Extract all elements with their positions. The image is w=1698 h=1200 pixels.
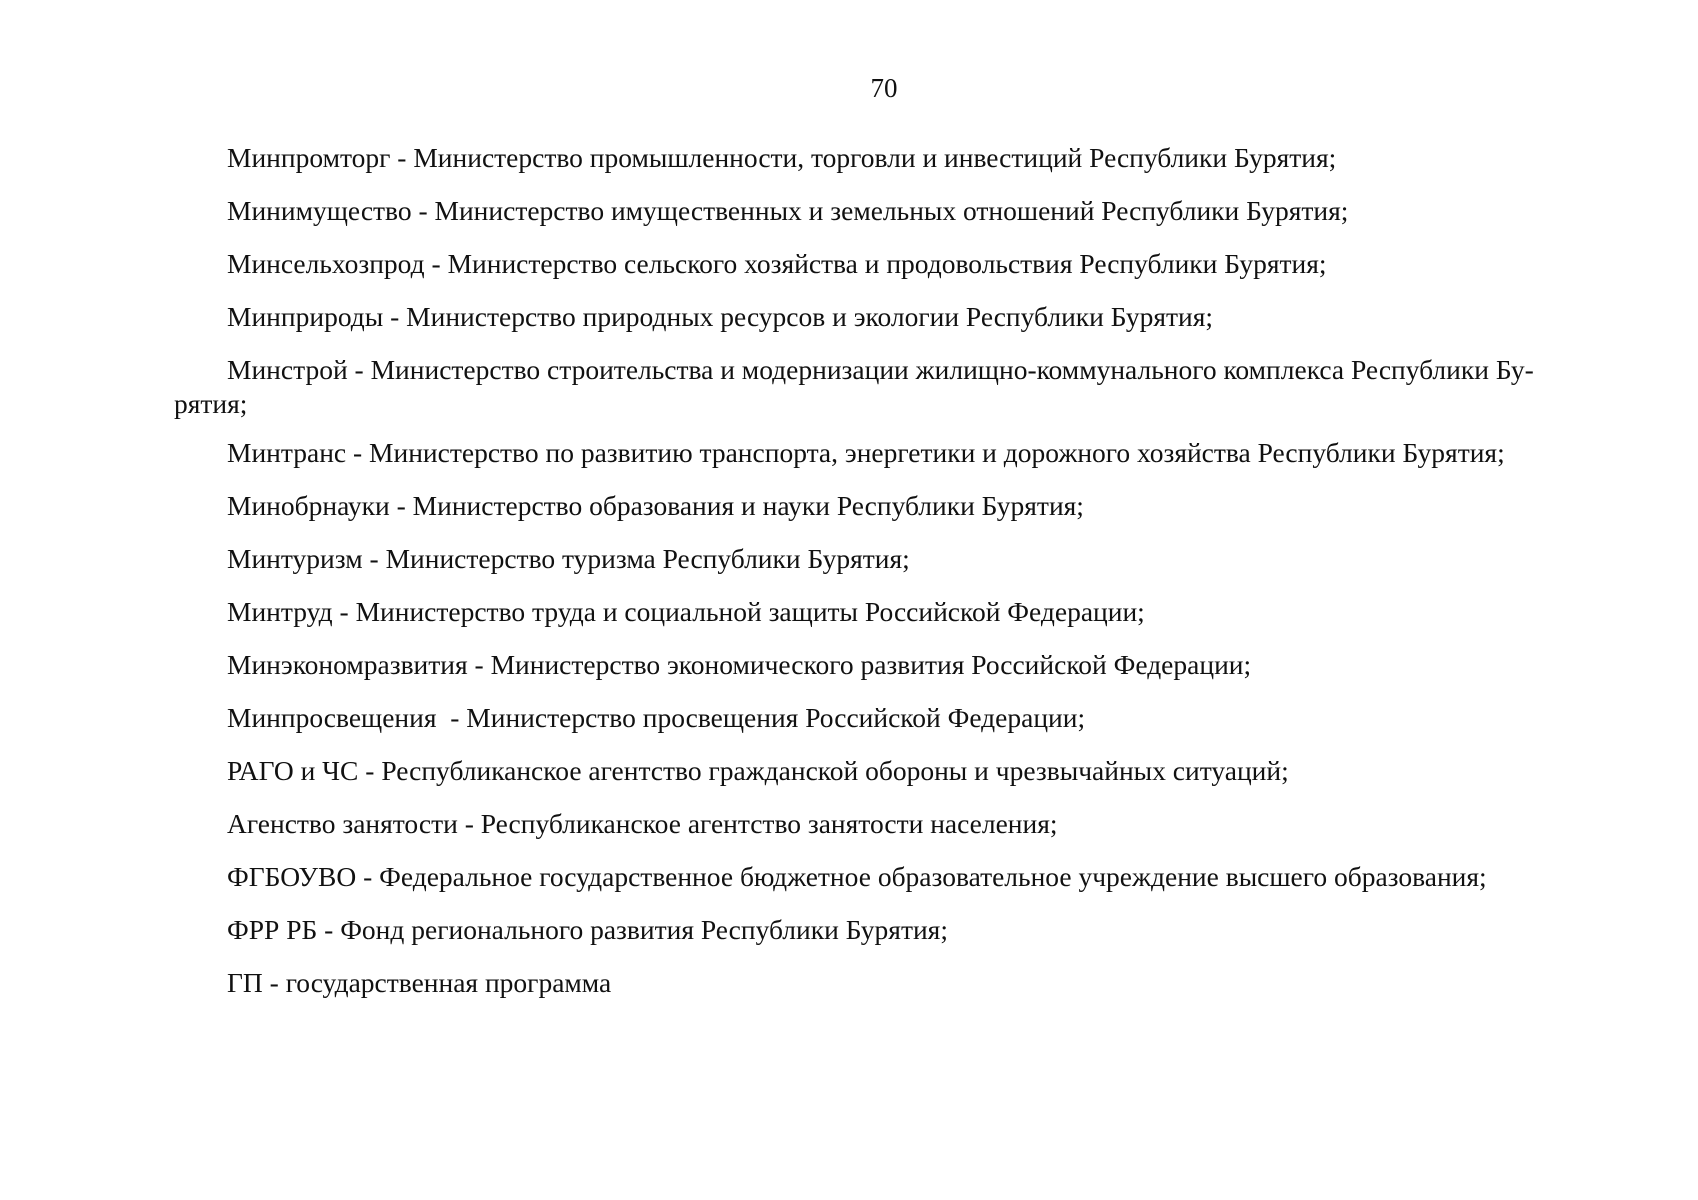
definition: государственная программа <box>285 967 612 998</box>
list-item <box>174 300 1594 334</box>
separator: - <box>383 301 407 332</box>
abbreviation: Минприроды <box>227 301 384 332</box>
abbreviation: Минпромторг <box>227 142 391 173</box>
abbreviation: ФРР РБ <box>227 914 318 945</box>
list-item <box>174 141 1594 175</box>
list-item <box>174 353 1594 421</box>
separator: - <box>436 702 467 733</box>
definition: Министерство просвещения Российской Федерации; <box>466 702 1086 733</box>
abbreviation: Минтранс <box>227 437 347 468</box>
separator: - <box>356 861 380 892</box>
separator: - <box>467 649 491 680</box>
definition: Федеральное государственное бюджетное образовательное учреждение высшего образования; <box>379 861 1487 892</box>
list-item <box>174 436 1594 470</box>
definition: Министерство экономического развития Российской Федерации; <box>490 649 1252 680</box>
separator: - <box>390 142 414 173</box>
separator: - <box>332 596 356 627</box>
separator: - <box>346 437 370 468</box>
list-item <box>174 807 1594 841</box>
list-item <box>174 489 1594 523</box>
definition: Министерство строительства и модернизации жилищно-коммунального комплекса Республики Бу-рятия; <box>174 354 1534 419</box>
list-item <box>174 247 1594 281</box>
list-item <box>174 966 1594 1000</box>
separator: - <box>262 967 286 998</box>
separator: - <box>424 248 448 279</box>
definition: Министерство образования и науки Республики Бурятия; <box>412 490 1084 521</box>
definition: Республиканское агентство гражданской обороны и чрезвычайных ситуаций; <box>381 755 1289 786</box>
list-item <box>174 595 1594 629</box>
list-item <box>174 194 1594 228</box>
separator: - <box>411 195 435 226</box>
list-item <box>174 701 1594 735</box>
definition: Республиканское агентство занятости населения; <box>480 808 1058 839</box>
separator: - <box>358 755 382 786</box>
page-number: 70 <box>870 73 898 103</box>
definition: Министерство сельского хозяйства и продовольствия Республики Бурятия; <box>447 248 1327 279</box>
definition: Министерство труда и социальной защиты Российской Федерации; <box>355 596 1145 627</box>
definition: Министерство по развитию транспорта, энергетики и дорожного хозяйства Республики Бурятия; <box>369 437 1505 468</box>
list-item <box>174 913 1594 947</box>
abbreviation: Агенство занятости <box>227 808 458 839</box>
definition: Министерство промышленности, торговли и инвестиций Республики Бурятия; <box>413 142 1337 173</box>
separator: - <box>347 354 371 385</box>
abbreviation: Минтруд <box>227 596 333 627</box>
abbreviations-list <box>174 141 1594 1019</box>
list-item <box>174 542 1594 576</box>
separator: - <box>362 543 386 574</box>
list-item <box>174 648 1594 682</box>
abbreviation: Минэкономразвития <box>227 649 468 680</box>
separator: - <box>457 808 481 839</box>
separator: - <box>389 490 413 521</box>
list-item <box>174 754 1594 788</box>
abbreviation: Минтуризм <box>227 543 363 574</box>
list-item <box>174 860 1594 894</box>
abbreviation: ГП <box>227 967 263 998</box>
definition: Фонд регионального развития Республики Бурятия; <box>340 914 948 945</box>
separator: - <box>317 914 341 945</box>
definition: Министерство природных ресурсов и экологии Республики Бурятия; <box>406 301 1214 332</box>
abbreviation: Минимущество <box>227 195 412 226</box>
abbreviation: Минстрой <box>227 354 348 385</box>
definition: Министерство туризма Республики Бурятия; <box>385 543 910 574</box>
abbreviation: ФГБОУВО <box>227 861 357 892</box>
abbreviation: Минобрнауки <box>227 490 390 521</box>
definition: Министерство имущественных и земельных отношений Республики Бурятия; <box>434 195 1349 226</box>
abbreviation: Минпросвещения <box>227 702 437 733</box>
abbreviation: Минсельхозпрод <box>227 248 425 279</box>
abbreviation: РАГО и ЧС <box>227 755 359 786</box>
